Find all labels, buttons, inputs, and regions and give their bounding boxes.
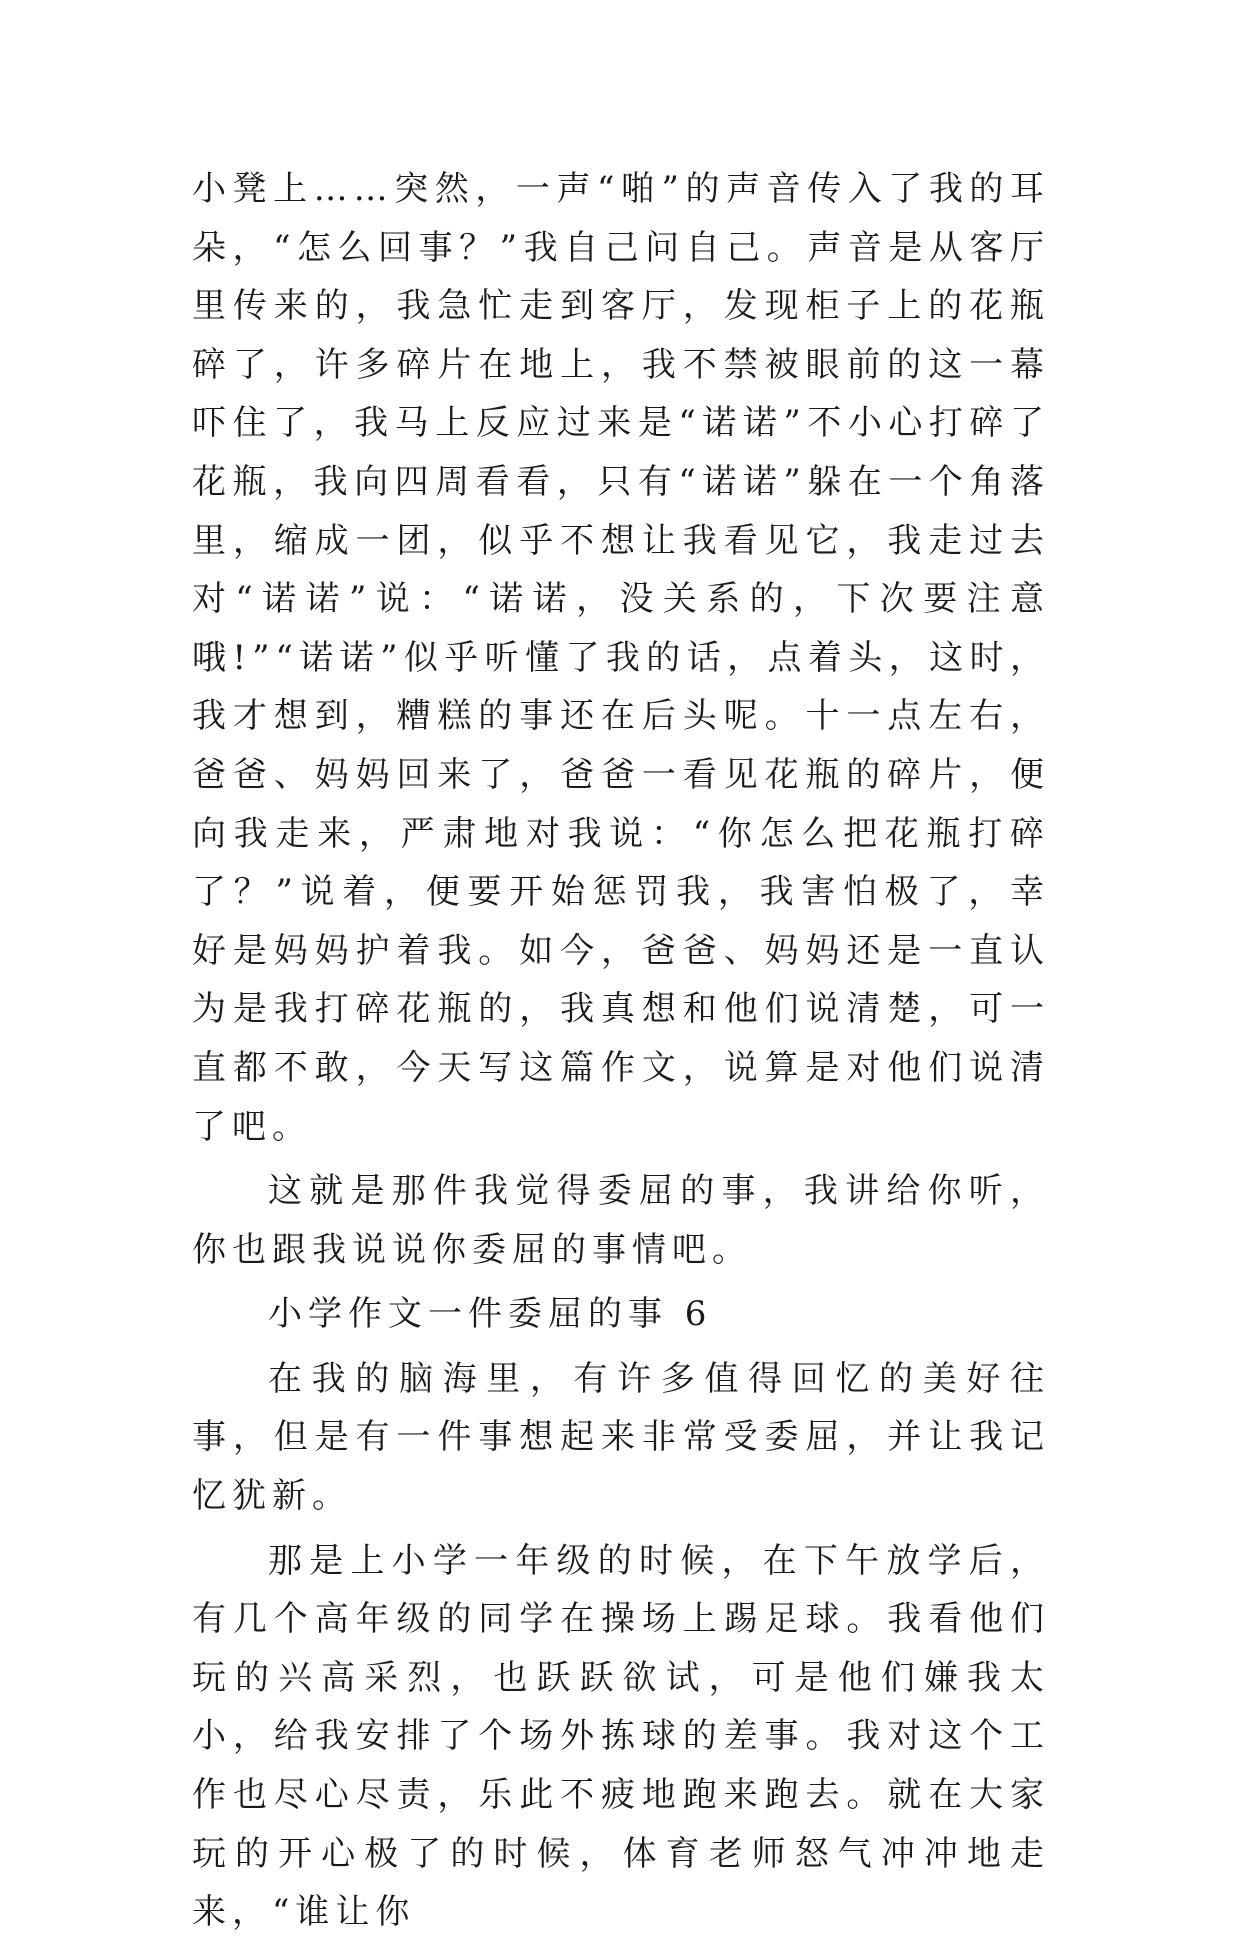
paragraph-continuation: 小凳上……突然，一声“啪”的声音传入了我的耳朵，“怎么回事？”我自己问自己。声音是从客厅里传来的，我急忙走到客厅，发现柜子上的花瓶碎了，许多碎片在地上，我不禁被眼前的这一幕吓住了，我马上反应过来是“诺诺”不小心打碎了花瓶，我向四周看看，只有“诺诺”躲在一个角落里，缩成一团，似乎不想让我看见它，我走过去对“诺诺”说：“诺诺，没关系的，下次要注意哦!”“诺诺”似乎听懂了我的话，点着头，这时，我才想到，糟糕的事还在后头呢。十一点左右，爸爸、妈妈回来了，爸爸一看见花瓶的碎片，便向我走来，严肃地对我说：“你怎么把花瓶打碎了？”说着，便要开始惩罚我，我害怕极了，幸好是妈妈护着我。如今，爸爸、妈妈还是一直认为是我打碎花瓶的，我真想和他们说清楚，可一直都不敢，今天写这篇作文，说算是对他们说清了吧。 — [192, 169, 1050, 1147]
paragraph-intro: 在我的脑海里，有许多值得回忆的美好往事，但是有一件事想起来非常受委屈，并让我记忆犹新。 — [192, 1358, 1050, 1517]
document-body — [192, 160, 1050, 1942]
paragraph-conclusion: 这就是那件我觉得委屈的事，我讲给你听，你也跟我说说你委屈的事情吧。 — [192, 1171, 1050, 1270]
essay-heading: 小学作文一件委屈的事 6 — [268, 1294, 713, 1335]
paragraph-story: 那是上小学一年级的时候，在下午放学后，有几个高年级的同学在操场上踢足球。我看他们玩的兴高采烈，也跃跃欲试，可是他们嫌我太小，给我安排了个场外拣球的差事。我对这个工作也尽心尽责，乐此不疲地跑来跑去。就在大家玩的开心极了的时候，体育老师怒气冲冲地走来，“谁让你 — [192, 1540, 1050, 1933]
